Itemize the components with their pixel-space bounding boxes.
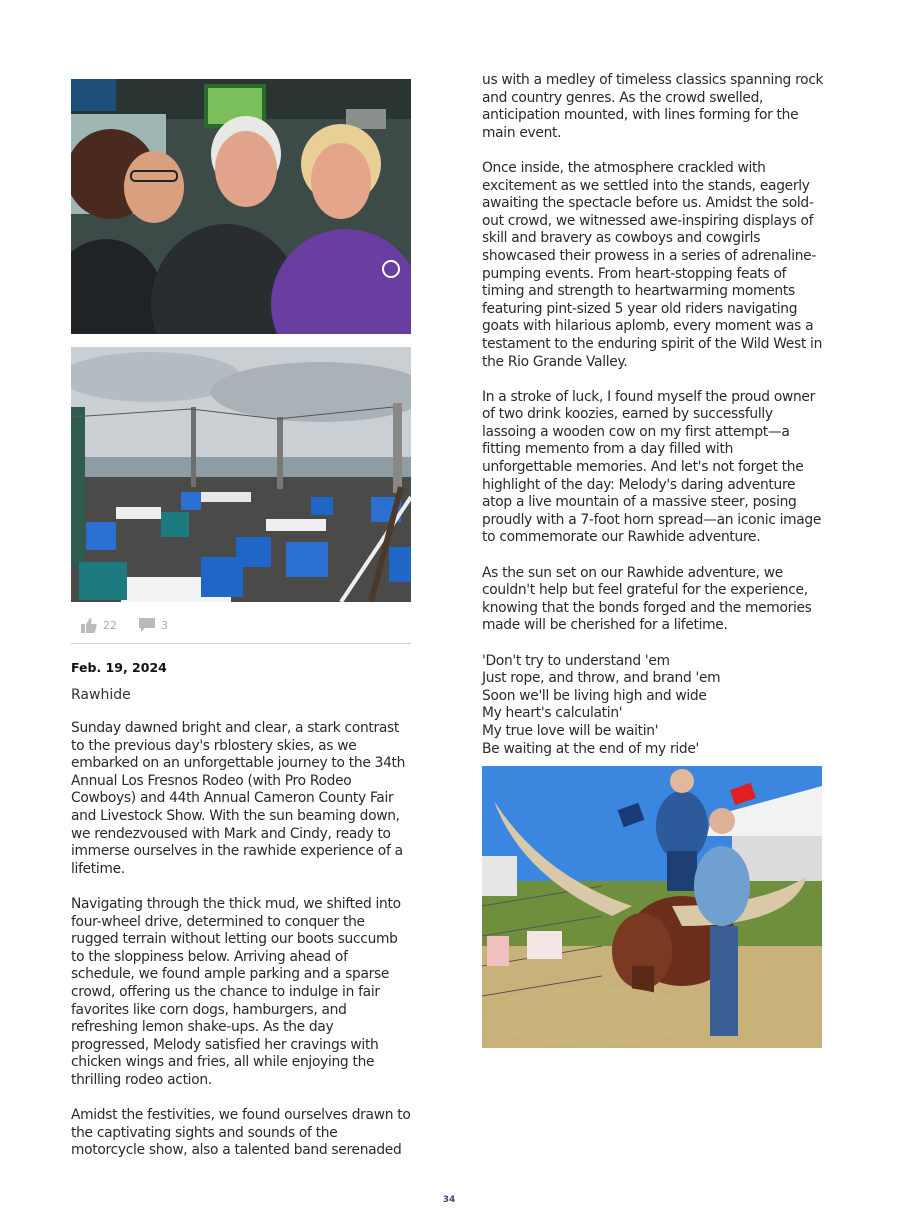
lyric-line: 'Don't try to understand 'em (482, 652, 670, 669)
photo-longhorn-steer[interactable] (482, 766, 822, 1048)
body-paragraph: Navigating through the thick mud, we shifted into four-wheel drive, determined to conquer the rugged terrain without letting our boots succumb to the sloppiness below. Arriving ahead of schedule, we found ample parking and a sparse crowd, offering us the chance to indulge in fair favorites like corn dogs, hamburgers, and refreshing lemon shake-ups. As the day progressed, Melody satisfied her cravings with chicken wings and fries, all while enjoying the thrilling rodeo action. (71, 895, 401, 1088)
comments-stat[interactable] (139, 618, 168, 633)
body-paragraph: Once inside, the atmosphere crackled with excitement as we settled into the stands, eagerly awaiting the spectacle before us. Amidst the sold-out crowd, we witnessed awe-inspiring displays of skill and bravery as cowboys and cowgirls showcased their prowess in a series of adrenaline-pumping events. From heart-stopping feats of timing and strength to heartwarming moments featuring pint-sized 5 year old riders navigating goats with hilarious aplomb, every moment was a testament to the enduring spirit of the Wild West in the Rio Grande Valley. (482, 159, 823, 370)
page-number: 34 (442, 1195, 456, 1205)
lyric-line: Soon we'll be living high and wide (482, 687, 707, 704)
comments-count: 3 (161, 619, 168, 632)
post-stats-bar (71, 608, 411, 644)
lyrics-block (482, 653, 827, 759)
post-date: Feb. 19, 2024 (71, 660, 167, 675)
thumbs-up-icon (81, 618, 97, 633)
body-paragraph: In a stroke of luck, I found myself the proud owner of two drink koozies, earned by successfully lassoing a wooden cow on my first attempt—a fitting memento from a day filled with unforgettable memories. And let's not forget the highlight of the day: Melody's daring adventure atop a live mountain of a massive steer, posing proudly with a 7-foot horn spread—an iconic image to commemorate our Rawhide adventure. (482, 388, 822, 546)
lyric-line: Just rope, and throw, and brand 'em (482, 670, 721, 687)
body-paragraph: us with a medley of timeless classics spanning rock and country genres. As the crowd swelled, anticipation mounted, with lines forming for the main event. (482, 72, 824, 141)
photo-patio-bay[interactable] (71, 347, 411, 602)
left-column (71, 79, 411, 1160)
right-column (482, 72, 827, 1048)
post-title: Rawhide (71, 687, 131, 703)
lyric-line: My true love will be waitin' (482, 722, 659, 739)
body-paragraph: Amidst the festivities, we found ourselves drawn to the captivating sights and sounds of the motorcycle show, also a talented band serenaded (71, 1107, 411, 1159)
body-paragraph: Sunday dawned bright and clear, a stark contrast to the previous day's rblostery skies, as we embarked on an unforgettable journey to the 34th Annual Los Fresnos Rodeo (with Pro Rodeo Cowboys) and 44th Annual Cameron County Fair and Livestock Show. With the sun beaming down, we rendezvoused with Mark and Cindy, ready to immerse ourselves in the rawhide experience of a lifetime. (71, 720, 406, 877)
body-paragraph: As the sun set on our Rawhide adventure, we couldn't help but feel grateful for the experience, knowing that the bonds forged and the memories made will be cherished for a lifetime. (482, 564, 812, 634)
likes-stat[interactable] (81, 618, 117, 633)
comment-bubble-icon (139, 618, 155, 633)
likes-count: 22 (103, 619, 117, 632)
lyric-line: Be waiting at the end of my ride' (482, 740, 700, 757)
lyric-line: My heart's calculatin' (482, 705, 623, 722)
photo-friends-selfie[interactable] (71, 79, 411, 334)
